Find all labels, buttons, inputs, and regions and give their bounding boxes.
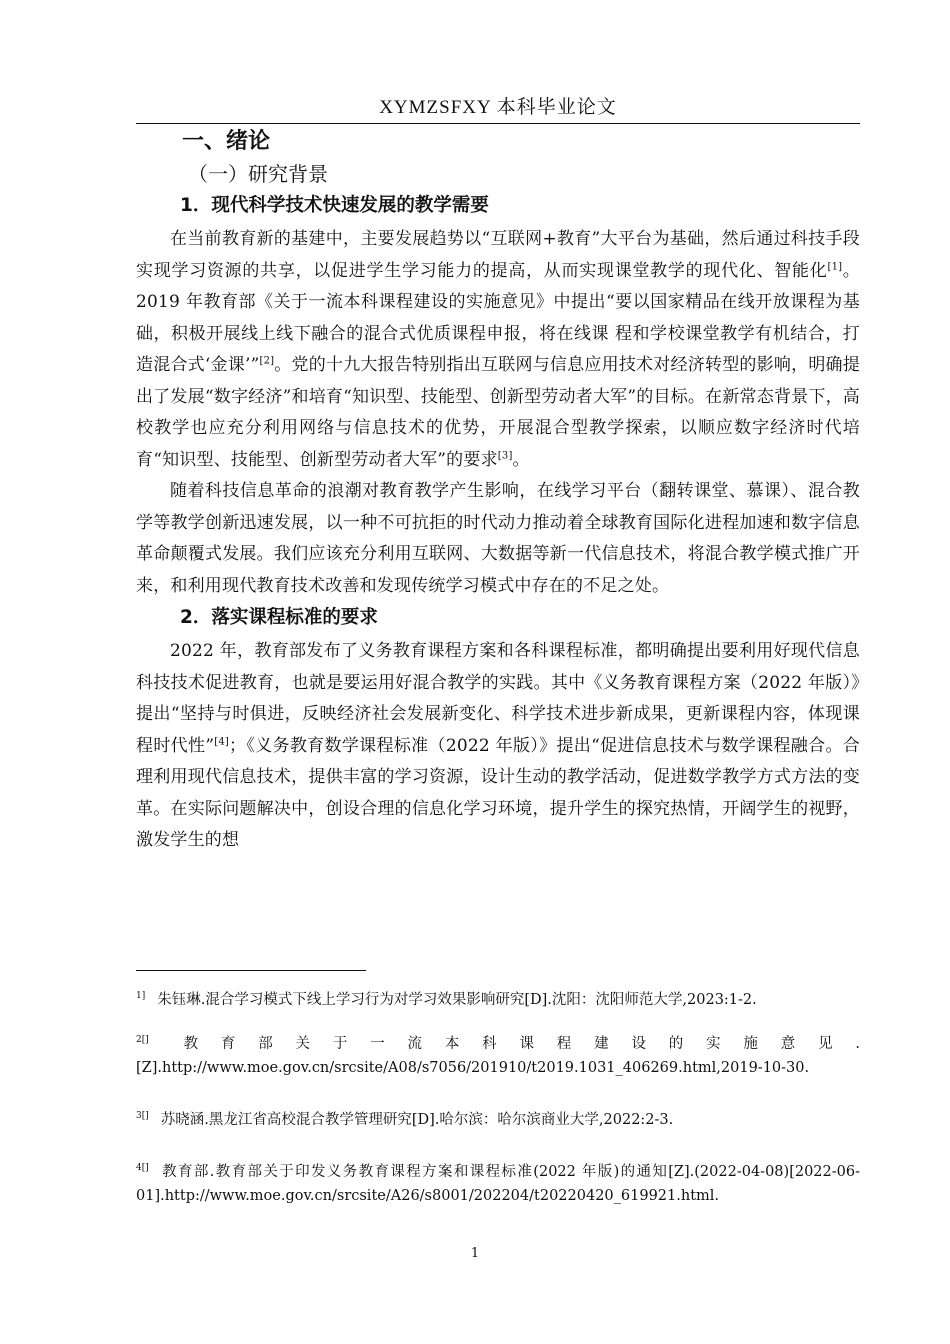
footnotes [136, 988, 860, 1208]
footnote-mark: 3[] [136, 1111, 149, 1122]
footnote-mark: 4[] [136, 1163, 149, 1174]
paragraph-2: 随着科技信息革命的浪潮对教育教学产生影响，在线学习平台（翻转课堂、慕课）、混合教学等教学创新迅速发展，以一种不可抗拒的时代动力推动着全球教育国际化进程加速和数字信息革命颠覆式发展。我们应该充分利用互联网、大数据等新一代信息技术，将混合教学模式推广开来，和利用现代教育技术改善和发现传统学习模式中存在的不足之处。 [136, 481, 860, 596]
paragraph-3 [136, 636, 860, 857]
paragraph-1-text-b: 。2019 年教育部《关于一流本科课程建设的实施意见》中提出“要以国家精品在线开放课程为基础，积极开展线上线下融合的混合式优质课程申报，将在线课 程和学校课堂教学有机结合，打造混合式‘金课’” [136, 260, 860, 375]
footnote [136, 1160, 860, 1208]
footnote [136, 988, 860, 1012]
chapter-heading: 一、绪论 [182, 129, 271, 154]
citation-3: [3] [497, 449, 513, 461]
citation-1: [1] [827, 260, 843, 272]
section-heading: （一）研究背景 [188, 162, 328, 186]
paragraph-3-text-b: ；《义务教育数学课程标准（2022 年版）》提出“促进信息技术与数学课程融合。合理利用现代信息技术，提供丰富的学习资源，设计生动的教学活动，促进数学教学方式方法的变革。在实际问题解决中，创设合理的信息化学习环境，提升学生的探究热情，开阔学生的视野，激发学生的想 [136, 735, 860, 850]
page-header: XYMZSFXY 本科毕业论文 [379, 97, 617, 118]
paragraph-1-text-a: 在当前教育新的基建中，主要发展趋势以“互联网+教育”大平台为基础，然后通过科技手段实现学习资源的共享，以促进学生学习能力的提高，从而实现课堂教学的现代化、智能化 [136, 229, 860, 281]
citation-4: [4] [214, 735, 229, 747]
paragraph-1-text-c: 。党的十九大报告特别指出互联网与信息应用技术对经济转型的影响，明确提出了发展“数字经济”和培育“知识型、技能型、创新型劳动者大军”的目标。在新常态背景下，高校教学也应充分利用网络与信息技术的优势，开展混合型教学探索，以顺应数字经济时代培育“知识型、技能型、创新型劳动者大军”的要求 [136, 355, 860, 470]
footnote-text: 教育部关于一流本科课程建设的实施意见.[Z].http://www.moe.gov.cn/srcsite/A08/s7056/201910/t2019.1031_406269.html,2019-10-30. [136, 1036, 860, 1076]
subsection-heading-2: 2．落实课程标准的要求 [180, 607, 378, 628]
header-rule [136, 123, 860, 124]
citation-2: [2] [259, 355, 275, 367]
footnote-text: 朱钰琳.混合学习模式下线上学习行为对学习效果影响研究[D].沈阳：沈阳师范大学,2023:1-2. [157, 992, 757, 1008]
paragraph-1 [136, 224, 860, 476]
paragraph-1-text-d: 。 [512, 449, 530, 470]
footnote-mark: 2[] [136, 1035, 149, 1046]
main-content [136, 126, 860, 857]
paragraph-3-text-a: 2022 年，教育部发布了义务教育课程方案和各科课程标准，都明确提出要利用好现代信息科技技术促进教育，也就是要运用好混合教学的实践。其中《义务教育课程方案（2022 年版）》提出“坚持与时俱进，反映经济社会发展新变化、科学技术进步新成果，更新课程内容，体现课程时代性” [136, 641, 860, 756]
footnote [136, 1108, 860, 1132]
footnote-text: 苏晓涵.黑龙江省高校混合教学管理研究[D].哈尔滨：哈尔滨商业大学,2022:2-3. [160, 1112, 674, 1128]
footnote [136, 1032, 860, 1080]
footnote-separator [136, 970, 366, 971]
footnote-text: 教育部.教育部关于印发义务教育课程方案和课程标准(2022 年版)的通知[Z].(2022-04-08)[2022-06-01].http://www.moe.gov.cn/srcsite/A26/s8001/202204/t20220420_619921.html. [136, 1164, 860, 1204]
page-number: 1 [470, 1246, 480, 1261]
subsection-heading-1: 1．现代科学技术快速发展的教学需要 [180, 195, 489, 216]
footnote-mark: 1] [136, 991, 146, 1002]
